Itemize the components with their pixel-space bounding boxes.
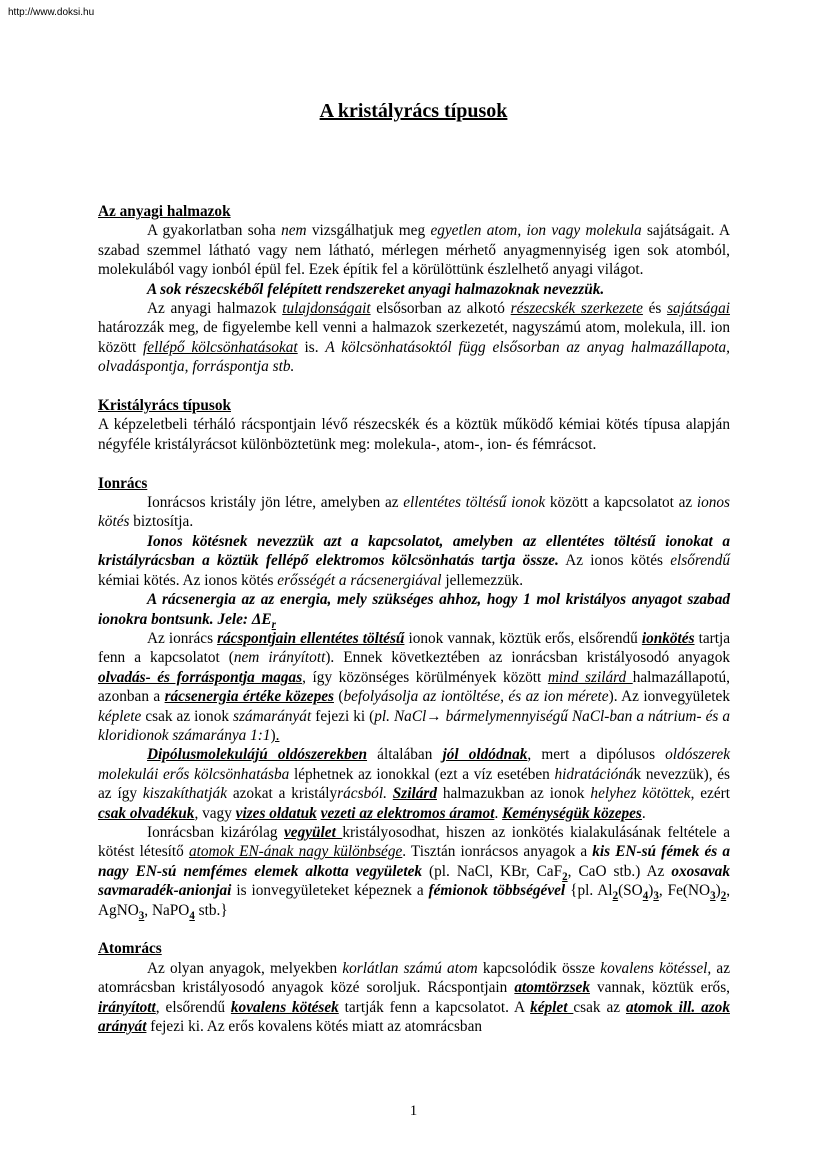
text-run: elsősorban az alkotó [370, 300, 511, 318]
text-run: ). Ennek következtében az ionrácsban kristályosodó anyagok [325, 649, 731, 667]
text-run: rácsból. [337, 785, 387, 803]
text-run: befolyásolja az iontöltése, és az ion mérete [343, 688, 609, 706]
text-run: vezeti az elektromos áramot [320, 804, 495, 822]
text-run: kis EN-sú fémek és a nagy EN-sú nemfémes elemek alkotta vegyületek [98, 843, 730, 880]
text-run: Keménységük közepes [502, 804, 642, 822]
text-run: is. [297, 338, 326, 356]
text-run: számarányát [233, 707, 312, 725]
text-run: Ionos kötésnek nevezzük azt a kapcsolatot, amelyben az ellentétes töltésű ionokat a kristályrácsban a köztük fellépő elektromos kölcsönhatás tartja össze. [98, 532, 730, 570]
text-run: ) [715, 882, 721, 900]
paragraph [98, 745, 730, 823]
text-run: kristályosodhat, hiszen az ionkötés kialakulásának feltétele a kötést létesítő [98, 823, 730, 861]
text-run: általában [367, 746, 443, 764]
text-run: vannak, köztük erős, [590, 979, 730, 997]
text-run: {pl. Al [565, 882, 613, 900]
text-run: vegyület [284, 823, 343, 841]
text-run: halmazállapotú, azonban a [98, 668, 730, 706]
text-run: , AgNO [98, 882, 731, 919]
text-run: , elsőrendű [155, 998, 231, 1016]
text-run: sajátságai [667, 300, 730, 318]
text-run: jellemezzük. [441, 571, 524, 589]
text-run: Ionrácsos kristály jön létre, amelyben az [147, 494, 404, 512]
page-title: A kristályrács típusok [319, 100, 508, 122]
text-run: jól oldódnak [442, 746, 528, 764]
text-run: (pl. NaCl, KBr, CaF [422, 862, 563, 880]
text-run: A képzeletbeli térháló rácspontjain lévő részecskék és a köztük működő kémiai kötés típusa alapján négyféle kristályrácsot különböztetünk meg: molekula-, atom-, ion- és fémrácsot. [98, 416, 730, 453]
text-run: kiszakíthatják [142, 785, 227, 803]
paragraph [98, 299, 730, 377]
text-run: ellentétes töltésű ionok [403, 494, 546, 512]
text-run: tartják fenn a kapcsolatot. A [338, 998, 531, 1016]
paragraph [98, 959, 730, 1037]
text-run: léphetnek az ionokkal (ezt a víz esetében [289, 765, 555, 783]
text-run: 3 [710, 890, 716, 903]
text-run: helyhez kötöttek [590, 785, 691, 803]
text-run: nem [281, 222, 307, 240]
text-run: erősségét a rácsenergiával [277, 571, 442, 589]
text-run: atomtörzsek [514, 979, 590, 997]
text-run: stb.} [194, 901, 228, 919]
text-run: az atomrácsban kristályosodó anyagok közé soroljuk. Rácspontjain [98, 959, 731, 997]
text-run: atomok EN-ának nagy különbsége [188, 843, 403, 861]
paragraph-definition [98, 532, 730, 590]
text-run: ) [648, 882, 654, 900]
text-run: 4 [189, 909, 195, 922]
section-heading-kristalyracs-tipusok: Kristályrács típusok [98, 397, 232, 415]
text-run: azokat a kristály [226, 785, 338, 803]
text-run: k nevezzük), és az így [98, 765, 730, 803]
text-run: 4 [642, 890, 649, 903]
text-run: A kölcsönhatásoktól függ elsősorban az anyag halmazállapota, olvadáspontja, forráspontja stb. [98, 338, 730, 376]
text-run: Dipólusmolekulájú oldószerekben [147, 746, 368, 764]
text-run: tartja fenn a kapcsolatot ( [98, 629, 730, 667]
section-heading-atomracs: Atomrács [98, 940, 162, 958]
text-run: ionkötés [641, 629, 695, 647]
text-run: Az ionrács [147, 629, 218, 647]
text-run: r [271, 618, 276, 631]
section-heading-ionracs: Ionrács [98, 474, 148, 492]
paragraph-definition [98, 280, 730, 299]
paragraph [98, 629, 730, 745]
text-run: 3 [138, 909, 145, 922]
paragraph [98, 823, 730, 920]
text-run: kémiai kötés. Az ionos kötés [98, 571, 278, 589]
text-run: ionok vannak, köztük erős, elsőrendű [404, 629, 642, 647]
text-run: atomok ill. azok arányát [98, 998, 730, 1036]
page-number: 1 [409, 1103, 418, 1119]
text-run: , így közönséges körülmények között [302, 668, 548, 686]
text-run: A sok részecskéből felépített rendszereket anyagi halmazoknak nevezzük. [147, 280, 605, 298]
text-run: A rácsenergia az az energia, mely szükséges ahhoz, hogy 1 mol kristályos anyagot szabad ionokra bontsunk. Jele: ΔE [98, 591, 730, 628]
text-run: képlet [530, 998, 574, 1016]
text-run: nem irányított [233, 649, 326, 667]
document-body [98, 202, 730, 1036]
text-run: tulajdonságait [282, 300, 371, 318]
text-run: oxosavak savmaradék-anionjai [98, 862, 730, 900]
text-run: , NaPO [144, 901, 190, 919]
text-run: csak olvadékuk [98, 804, 195, 822]
text-run: A gyakorlatban soha [147, 222, 282, 240]
text-run: Az anyagi halmazok [147, 300, 283, 318]
text-run: 2 [562, 870, 568, 883]
text-run: ). Az ionvegyületek [608, 688, 730, 706]
text-run: Szilárd [392, 785, 437, 803]
text-run: és [642, 300, 668, 318]
text-run: hidratációná [554, 765, 634, 783]
text-run: fémionok többségével [428, 882, 566, 900]
text-run: halmazukban az ionok [436, 785, 591, 803]
text-run: mind szilárd [547, 668, 633, 686]
text-run: biztosítja. [129, 513, 194, 531]
text-run: 3 [653, 890, 659, 903]
text-run: fejezi ki. Az erős kovalens kötés miatt az atomrácsban [146, 1018, 483, 1036]
source-url[interactable]: http://www.doksi.hu [8, 7, 95, 18]
paragraph [98, 221, 730, 279]
text-run: rácsenergia értéke közepes [164, 688, 334, 706]
text-run: csak az ionok [141, 707, 234, 725]
text-run: vizes oldatuk [235, 804, 317, 822]
text-run: ionos kötés [98, 494, 731, 531]
text-run: 2 [720, 890, 727, 903]
text-run: irányított [98, 998, 156, 1016]
text-run: képlete [98, 707, 142, 725]
text-run: , CaO stb.) Az [567, 862, 672, 880]
text-run: elsőrendű [670, 552, 730, 570]
text-run: (SO [618, 882, 643, 900]
text-run: sajátságait. A szabad szemmel látható vagy nem látható, mérlegen mérhető anyagmennyiség igen sok atomból, molekulából vagy ionból épül fel. Ezek építik fel a körülöttünk észlelhető anyagi világot. [98, 222, 731, 279]
text-run: , vagy [194, 804, 236, 822]
text-run: , ezért [690, 785, 730, 803]
text-run: , Fe(NO [658, 882, 711, 900]
text-run: kovalens kötések [230, 998, 339, 1016]
section-heading-anyagi-halmazok: Az anyagi halmazok [98, 203, 231, 220]
text-run: határozzák meg, de figyelembe kell venni a halmazok szerkezetét, nagyszámú atom, molekula, ill. ion között [98, 319, 730, 356]
text-run: Az olyan anyagok, melyekben [147, 959, 343, 977]
paragraph [98, 493, 730, 532]
paragraph-definition [98, 590, 730, 629]
text-run: között a kapcsolatot az [545, 494, 697, 512]
text-run: fellépő kölcsönhatásokat [143, 338, 298, 356]
text-run: vizsgálhatjuk meg [306, 222, 431, 240]
text-run: egyetlen atom, ion vagy molekula [430, 222, 642, 240]
text-run: is ionvegyületeket képeznek a [231, 882, 429, 900]
text-run: olvadás- és forráspontja magas [98, 668, 303, 686]
text-run: kovalens kötéssel, [600, 959, 712, 977]
text-run: Az ionos kötés [558, 552, 671, 570]
text-run: 2 [612, 890, 619, 903]
text-run: . [641, 804, 646, 822]
text-run: . Tisztán ionrácsos anyagok a [402, 843, 593, 861]
text-run: fejezi ki ( [311, 707, 375, 725]
text-run: kapcsolódik össze [477, 959, 601, 977]
text-run: pl. NaCl→ bármelymennyiségű NaCl-ban a nátrium- és a kloridionok számaránya 1:1 [98, 707, 730, 744]
text-run: ( [333, 688, 344, 706]
text-run: ). [270, 726, 280, 744]
text-run: részecskék szerkezete [510, 300, 643, 318]
text-run: csak az [573, 998, 626, 1016]
text-run: oldószerek molekulái erős kölcsönhatásba [98, 746, 731, 783]
paragraph [98, 415, 730, 454]
text-run: , mert a dipólusos [527, 746, 666, 764]
text-run: korlátlan számú atom [342, 959, 478, 977]
text-run: Ionrácsban kizárólag [147, 823, 284, 841]
text-run: rácspontjain ellentétes töltésű [217, 629, 405, 647]
text-run: . [494, 804, 503, 822]
